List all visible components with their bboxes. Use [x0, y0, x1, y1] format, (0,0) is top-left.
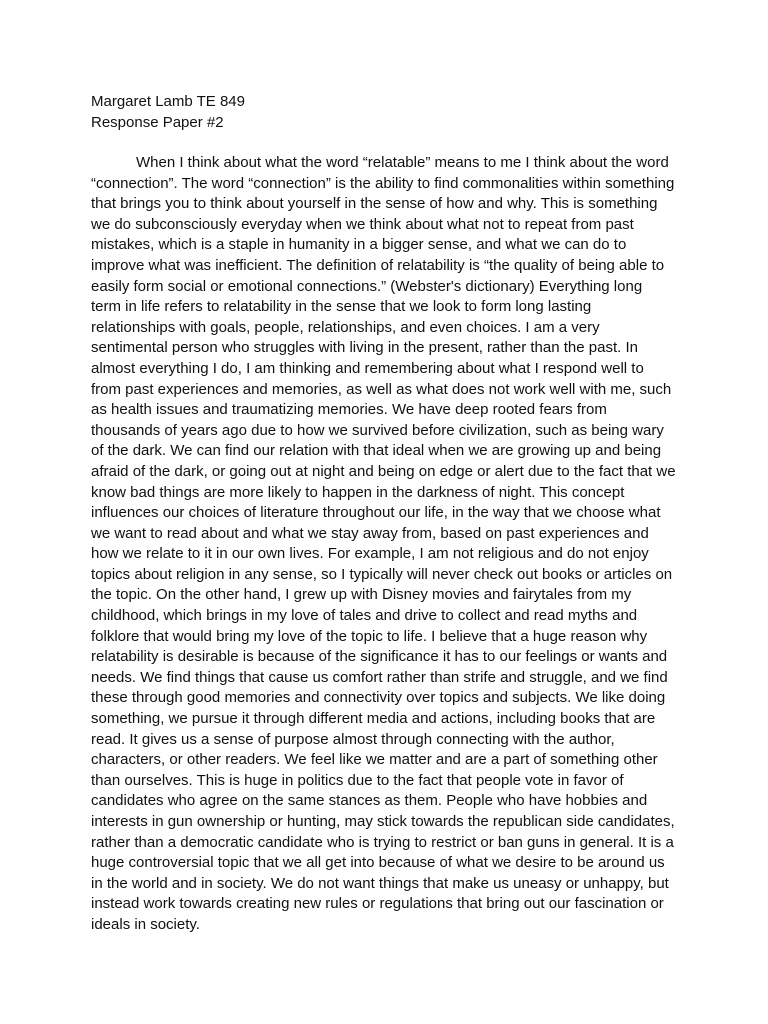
document-header [91, 92, 691, 133]
paragraph-line: the topic. On the other hand, I grew up with Disney movies and fairytales from my [91, 586, 632, 604]
paragraph-line: in the world and in society. We do not want things that make us uneasy or unhappy, but [91, 874, 669, 892]
paragraph-line: term in life refers to relatability in the sense that we look to form long lasting [91, 298, 592, 316]
paragraph-line: how we relate to it in our own lives. For example, I am not religious and do not enjoy [91, 545, 649, 563]
paragraph-line: easily form social or emotional connections.” (Webster's dictionary) Everything long [91, 277, 643, 295]
paragraph-line: almost everything I do, I am thinking and remembering about what I respond well to [91, 359, 644, 377]
paragraph-line: that brings you to think about yourself in the sense of how and why. This is something [91, 195, 658, 213]
paragraph-line: we want to read about and what we stay away from, based on past experiences and [91, 524, 649, 542]
paragraph-line: mistakes, which is a staple in humanity in a bigger sense, and what we can do to [91, 236, 627, 254]
paragraph-line: interests in gun ownership or hunting, may stick towards the republican side candidates, [91, 813, 675, 830]
paragraph-line: afraid of the dark, or going out at night and being on edge or alert due to the fact that we [91, 462, 676, 480]
paragraph-line: relatability is desirable is because of the significance it has to our feelings or wants and [91, 648, 668, 666]
paragraph-line: know bad things are more likely to happen in the darkness of night. This concept [91, 483, 625, 501]
author-course-line: Margaret Lamb TE 849 [91, 93, 245, 110]
paragraph-line: of the dark. We can find our relation with that ideal when we are growing up and being [91, 442, 662, 460]
paragraph-line: “connection”. The word “connection” is the ability to find commonalities within something [91, 174, 675, 192]
paragraph-line: childhood, which brings in my love of tales and drive to collect and read myths and [91, 607, 638, 625]
paragraph-line: these through good memories and connectivity over topics and subjects. We like doing [91, 689, 666, 707]
paragraph-line: sentimental person who struggles with living in the present, rather than the past. In [91, 339, 638, 357]
paragraph-line: ideals in society. [91, 915, 200, 933]
paper-title: Response Paper #2 [91, 113, 224, 131]
paragraph-line: When I think about what the word “relatable” means to me I think about the word [136, 154, 669, 171]
body-paragraph [91, 153, 731, 936]
paragraph-line: as health issues and traumatizing memories. We have deep rooted fears from [91, 401, 607, 419]
paragraph-line: influences our choices of literature throughout our life, in the way that we choose what [91, 504, 661, 522]
paragraph-line: relationships with goals, people, relationships, and even choices. I am a very [91, 318, 600, 336]
paragraph-line: improve what was inefficient. The definition of relatability is “the quality of being able to [91, 256, 665, 274]
paragraph-line: than ourselves. This is huge in politics due to the fact that people vote in favor of [91, 771, 624, 789]
paragraph-line: rather than a democratic candidate who is trying to restrict or ban guns in general. It is a [91, 833, 674, 851]
paragraph-line: characters, or other readers. We feel like we matter and are a part of something other [91, 751, 658, 769]
paragraph-line: read. It gives us a sense of purpose almost through connecting with the author, [91, 730, 615, 748]
paragraph-line: needs. We find things that cause us comfort rather than strife and struggle, and we find [91, 668, 668, 686]
paragraph-line: thousands of years ago due to how we survived before civilization, such as being wary [91, 421, 664, 439]
paragraph-line: candidates who agree on the same stances as them. People who have hobbies and [91, 792, 648, 810]
paragraph-line: something, we pursue it through different media and actions, including books that are [91, 710, 656, 728]
paragraph-line: from past experiences and memories, as well as what does not work well with me, such [91, 380, 672, 398]
paragraph-line: folklore that would bring my love of the topic to life. I believe that a huge reason why [91, 627, 648, 645]
paragraph-line: we do subconsciously everyday when we think about what not to repeat from past [91, 215, 634, 233]
paragraph-line: instead work towards creating new rules or regulations that bring out our fascination or [91, 895, 664, 913]
paragraph-line: huge controversial topic that we all get into because of what we desire to be around us [91, 854, 665, 872]
paragraph-line: topics about religion in any sense, so I typically will never check out books or articles on [91, 565, 673, 583]
